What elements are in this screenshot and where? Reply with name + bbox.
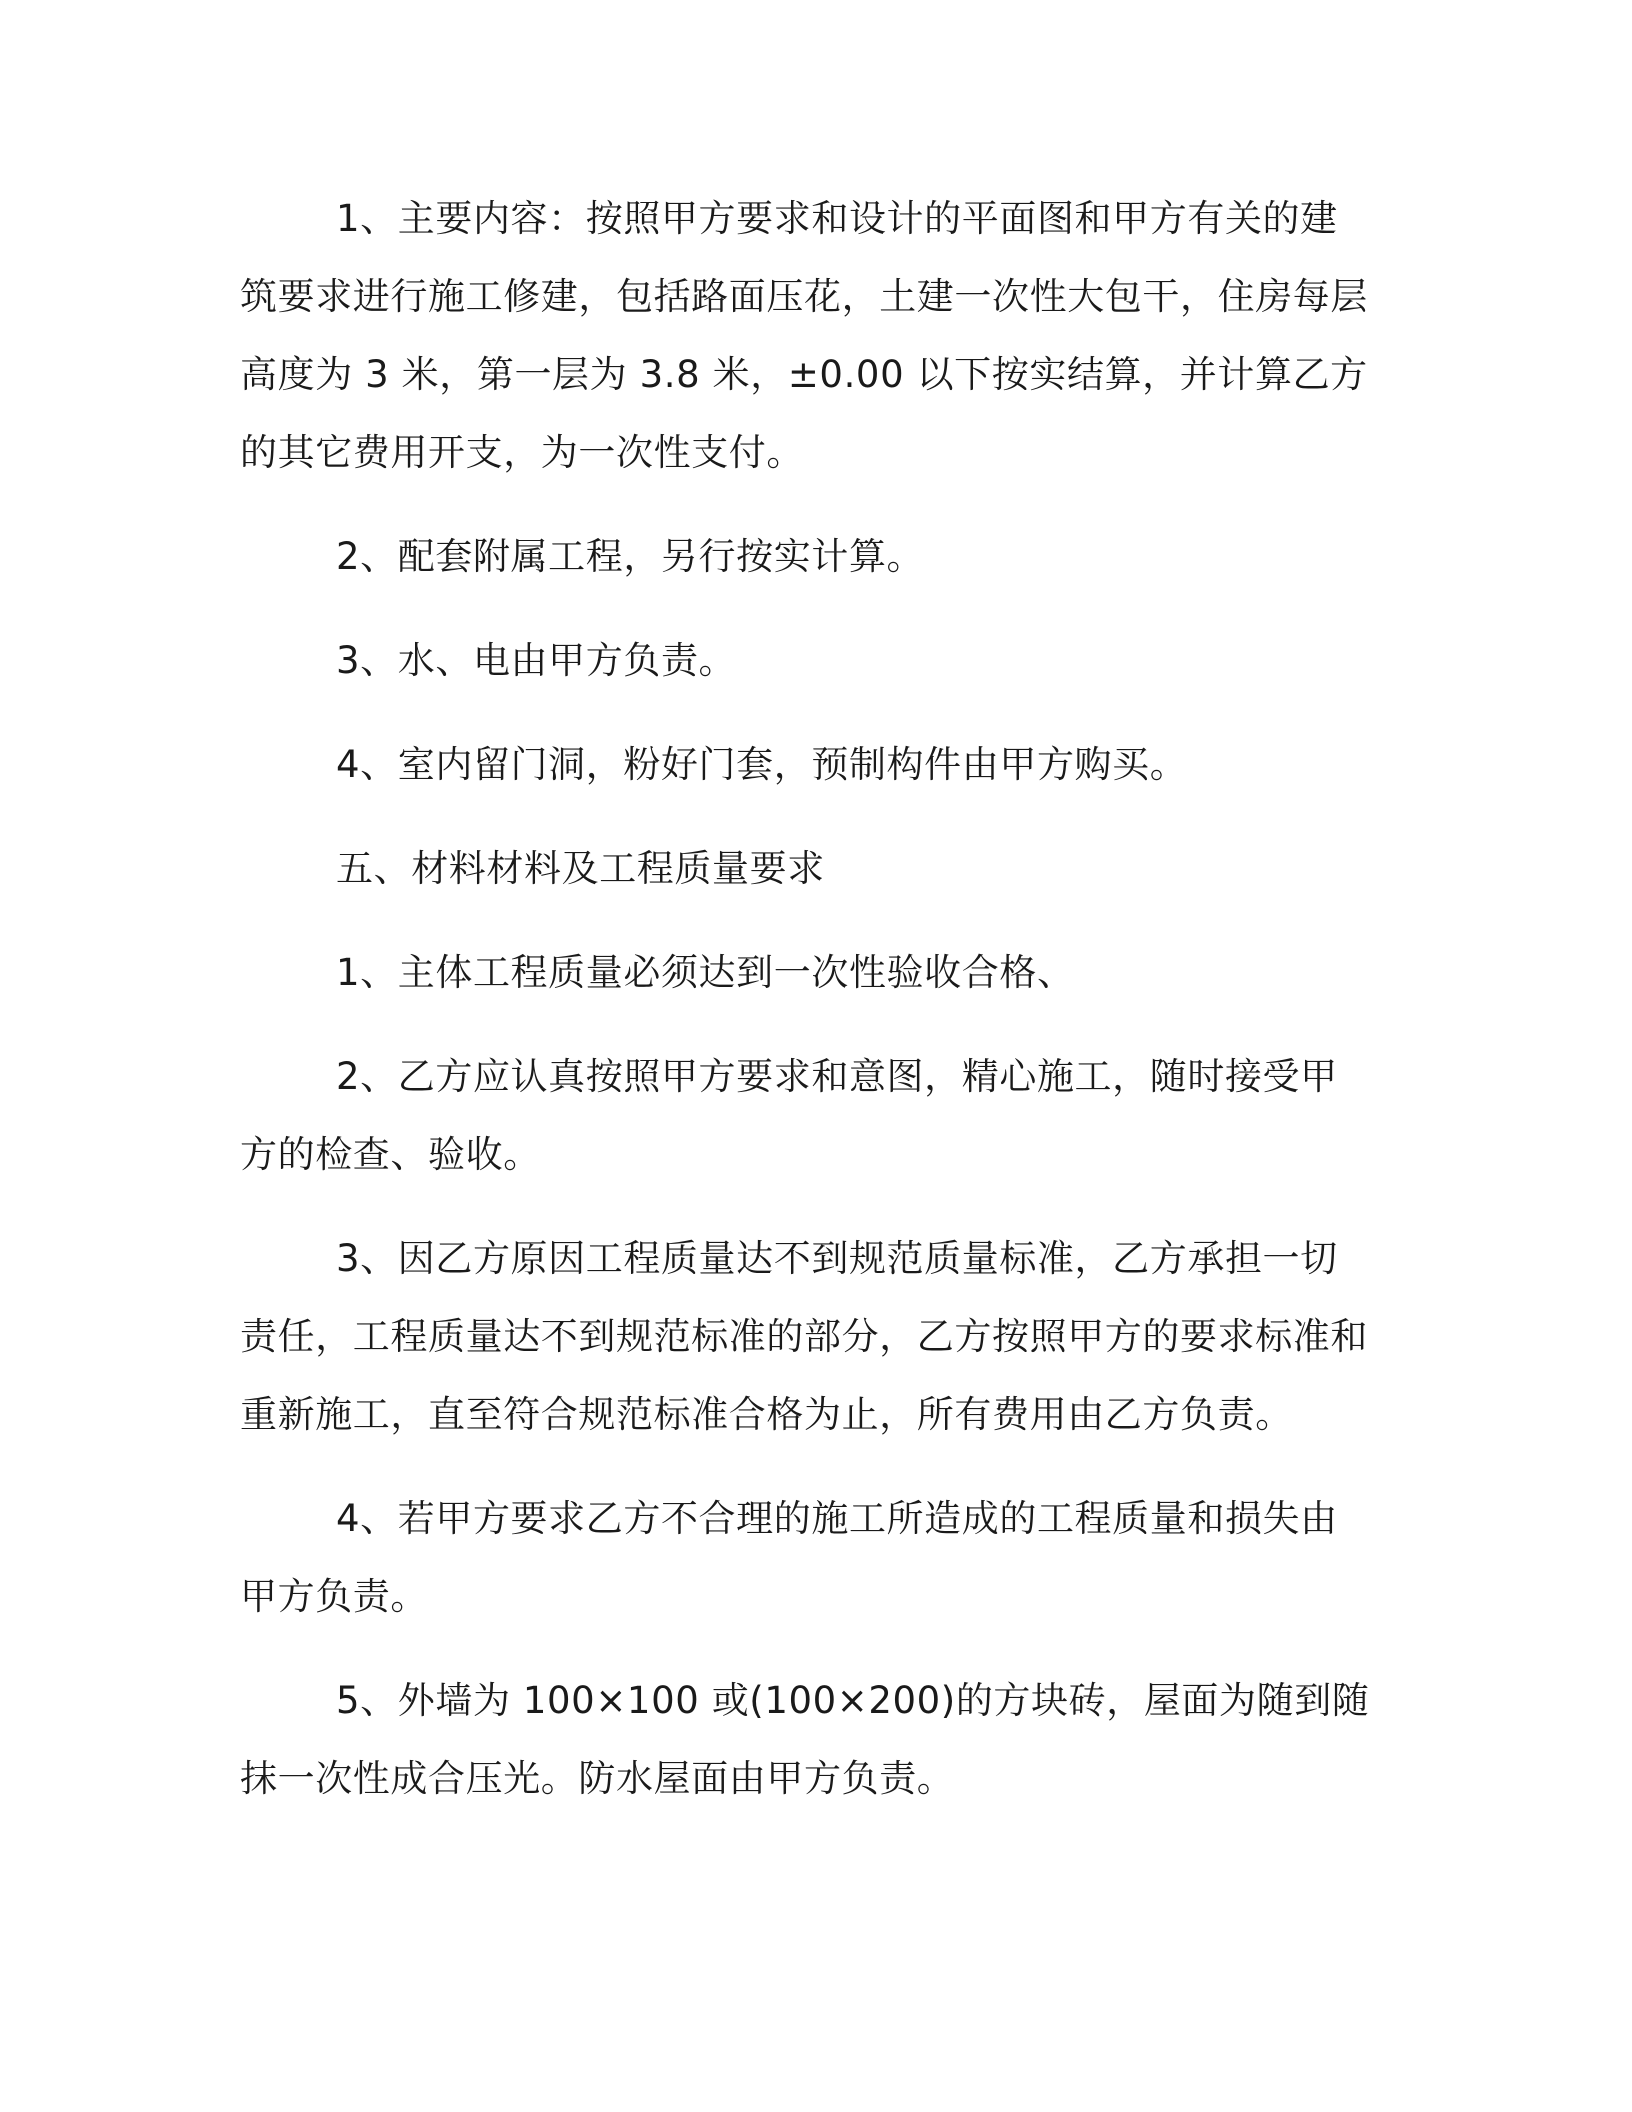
paragraph-door-openings: 4、室内留门洞，粉好门套，预制构件由甲方购买。: [336, 743, 1188, 786]
paragraph-unreasonable-requirements: 4、若甲方要求乙方不合理的施工所造成的工程质量和损失由甲方负责。: [240, 1497, 1338, 1618]
paragraph-quality-liability: 3、因乙方原因工程质量达不到规范质量标准，乙方承担一切责任，工程质量达不到规范标准的部分，乙方按照甲方的要求标准和重新施工，直至符合规范标准合格为止，所有费用由乙方负责。: [240, 1237, 1368, 1436]
paragraph-exterior-wall-tiles: 5、外墙为 100×100 或(100×200)的方块砖，屋面为随到随抹一次性成合压光。防水屋面由甲方负责。: [240, 1679, 1370, 1800]
paragraph-careful-construction: 2、乙方应认真按照甲方要求和意图，精心施工，随时接受甲方的检查、验收。: [240, 1055, 1338, 1176]
paragraph-ancillary-works: 2、配套附属工程，另行按实计算。: [336, 535, 925, 578]
paragraph-main-content: 1、主要内容：按照甲方要求和设计的平面图和甲方有关的建筑要求进行施工修建，包括路面压花，土建一次性大包干，住房每层高度为 3 米，第一层为 3.8 米，±0.00 以下按实结算，并计算乙方的其它费用开支，为一次性支付。: [240, 197, 1368, 474]
section-heading-materials-quality: 五、材料材料及工程质量要求: [336, 847, 825, 890]
paragraph-water-electricity: 3、水、电由甲方负责。: [336, 639, 737, 682]
document-body: [240, 180, 1370, 1844]
paragraph-quality-acceptance: 1、主体工程质量必须达到一次性验收合格、: [336, 951, 1075, 994]
